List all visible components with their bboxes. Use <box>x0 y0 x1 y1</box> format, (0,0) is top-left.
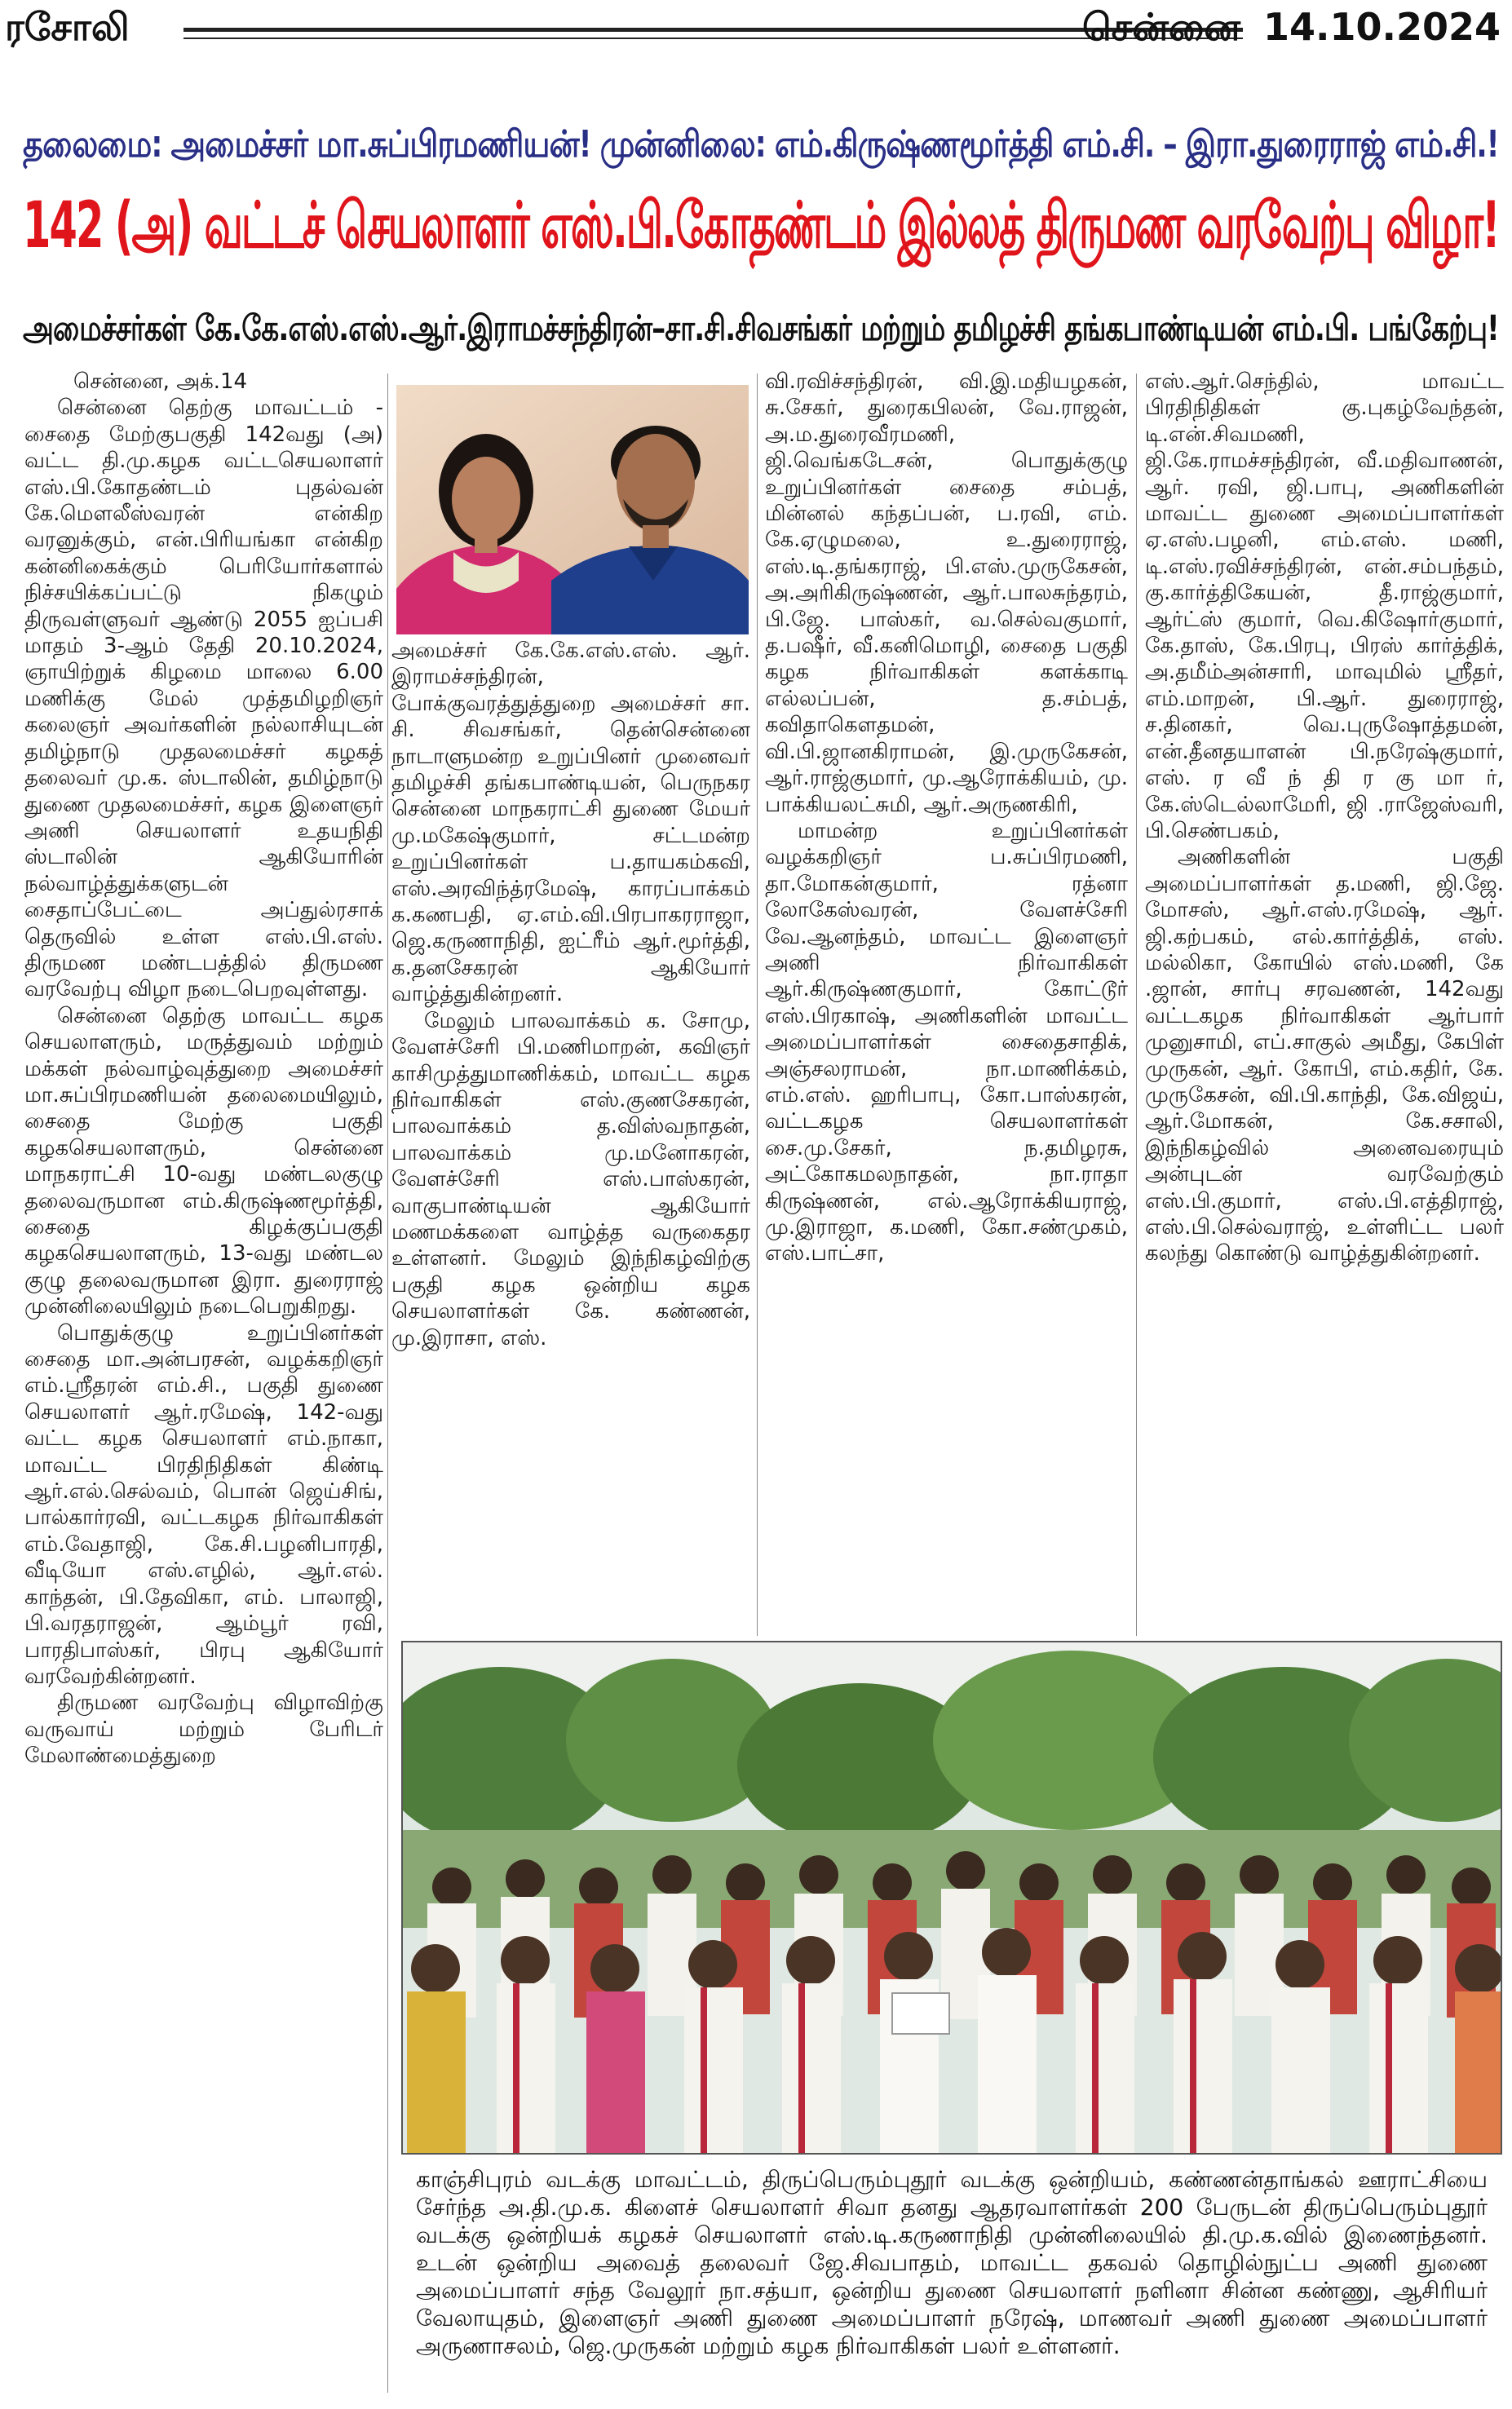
masthead-dateline <box>1082 5 1501 55</box>
couple-photo <box>396 385 749 634</box>
photo-caption: காஞ்சிபுரம் வடக்கு மாவட்டம், திருப்பெரும்புதூர் வடக்கு ஒன்றியம், கண்ணன்தாங்கல் ஊராட்சியை சேர்ந்த அ.தி.மு.க. கிளைச் செயலாளர் சிவா தனது ஆதரவாளர்கள் 200 பேருடன் திருப்பெரும்புதூர் வடக்கு ஒன்றியக் கழகச் செயலாளர் எஸ்.டி.கருணாநிதி முன்னிலையில் தி.மு.க.வில் இணைந்தனர். உடன் ஒன்றிய அவைத் தலைவர் ஜே.சிவபாதம், மாவட்ட தகவல் தொழில்நுட்ப அணி துணை அமைப்பாளர் சந்த வேலூர் நா.சத்யா, ஒன்றிய துணை செயலாளர் நளினா சின்ன கண்ணு, ஆசிரியர் வேலாயுதம், இளைஞர் அணி துணை அமைப்பாளர் நரேஷ், மாணவர் அணி துணை அமைப்பாளர் அருணாசலம், ஜெ.முருகன் மற்றும் கழக நிர்வாகிகள் பலர் உள்ளனர். <box>416 2166 1488 2359</box>
group-photo <box>401 1641 1502 2155</box>
column-divider <box>1136 374 1137 1636</box>
masthead <box>0 0 1512 67</box>
article-paragraph: சென்னை தெற்கு மாவட்ட கழக செயலாளரும், மருத்துவம் மற்றும் மக்கள் நல்வாழ்வுத்துறை அமைச்சர் மா.சுப்பிரமணியன் தலைமையிலும், சைதை மேற்கு பகுதி கழகசெயலாளரும், சென்னை மாநகராட்சி 10-வது மண்டலகுழு தலைவருமான எம்.கிருஷ்ணமூர்த்தி, சைதை கிழக்குப்பகுதி கழகசெயலாளரும், 13-வது மண்டல குழு தலைவருமான இரா. துரைராஜ் முன்னிலையிலும் நடைபெறுகிறது. <box>24 1003 383 1319</box>
article-paragraph: மாமன்ற உறுப்பினர்கள் வழக்கறிஞர் ப.சுப்பிரமணி, தா.மோகன்குமார், ரத்னா லோகேஸ்வரன், வேளச்சேரி வே.ஆனந்தம், மாவட்ட இளைஞர் அணி நிர்வாகிகள் ஆர்.கிருஷ்ணகுமார், கோட்டூர் எஸ்.பிரகாஷ், அணிகளின் மாவட்ட அமைப்பாளர்கள் சைதைசாதிக், அஞ்சலராமன், நா.மாணிக்கம், எம்.எஸ். ஹரிபாபு, கோ.பாஸ்கரன், வட்டகழக செயலாளர்கள் சை.மு.சேகர், ந.தமிழரசு, அட்கோகமலநாதன், நா.ராதா கிருஷ்ணன், எல்.ஆரோக்கியராஜ், மு.இராஜா, க.மணி, கோ.சண்முகம், எஸ்.பாட்சா, <box>765 818 1128 1266</box>
article-paragraph: வி.ரவிச்சந்திரன், வி.இ.மதியழகன், சு.சேகர், துரைகபிலன், வே.ராஜன், அ.ம.துரைவீரமணி, ஜி.வெங்கடேசன், பொதுக்குழு உறுப்பினர்கள் சைதை சம்பத், மின்னல் கந்தப்பன், ப.ரவி, எம். கே.ஏழுமலை, உ.துரைராஜ், எஸ்.டி.தங்கராஜ், பி.எஸ்.முருகேசன், அ.அரிகிருஷ்ணன், ஆர்.பாலசுந்தரம், பி.ஜே. பாஸ்கர், வ.செல்வகுமார், த.பஷீர், வீ.கனிமொழி, சைதை பகுதி கழக நிர்வாகிகள் களக்காடி எல்லப்பன், த.சம்பத், கவிதாகௌதமன், வி.பி.ஜானகிராமன், இ.முருகேசன், ஆர்.ராஜ்குமார், மு.ஆரோக்கியம், மு. பாக்கியலட்சுமி, ஆர்.அருணகிரி, <box>765 369 1128 817</box>
column-divider <box>387 374 388 2393</box>
masthead-date: 14.10.2024 <box>1262 5 1501 49</box>
article-paragraph: சென்னை தெற்கு மாவட்டம் - சைதை மேற்குபகுதி 142வது (அ) வட்ட தி.மு.கழக வட்டசெயலாளர் எஸ்.பி.கோதண்டம் புதல்வன் கே.மௌலீஸ்வரன் என்கிற வரனுக்கும், என்.பிரியங்கா என்கிற கன்னிகைக்கும் பெரியோர்களால் நிச்சயிக்கப்பட்டு நிகழும் திருவள்ளுவர் ஆண்டு 2055 ஐப்பசி மாதம் 3-ஆம் தேதி 20.10.2024, ஞாயிற்றுக் கிழமை மாலை 6.00 மணிக்கு மேல் முத்தமிழறிஞர் கலைஞர் அவர்களின் நல்லாசியுடன் தமிழ்நாடு முதலமைச்சர் கழகத் தலைவர் மு.க. ஸ்டாலின், தமிழ்நாடு துணை முதலமைச்சர், கழக இளைஞர் அணி செயலாளர் உதயநிதி ஸ்டாலின் ஆகியோரின் நல்வாழ்த்துக்களுடன் சைதாப்பேட்டை அப்துல்ரசாக் தெருவில் உள்ள எஸ்.பி.எஸ். திருமண மண்டபத்தில் திருமண வரவேற்பு விழா நடைபெறவுள்ளது. <box>24 396 383 1002</box>
couple-photo-image <box>396 385 749 634</box>
article-column-2 <box>391 638 750 1634</box>
column-divider <box>757 374 758 1636</box>
article-paragraph: பொதுக்குழு உறுப்பினர்கள் சைதை மா.அன்பரசன், வழக்கறிஞர் எம்.ஸ்ரீதரன் எம்.சி., பகுதி துணை செயலாளர் ஆர்.ரமேஷ், 142-வது வட்ட கழக செயலாளர் எம்.நாகா, மாவட்ட பிரதிநிதிகள் கிண்டி ஆர்.எல்.செல்வம், பொன் ஜெய்சிங், பால்கார்ரவி, வட்டகழக நிர்வாகிகள் எம்.வேதாஜி, கே.சி.பழனிபாரதி, வீடியோ எஸ்.எழில், ஆர்.எல். காந்தன், பி.தேவிகா, எம். பாலாஜி, பி.வரதராஜன், ஆம்பூர் ரவி, பாரதிபாஸ்கர், பிரபு ஆகியோர் வரவேற்கின்றனர். <box>24 1320 383 1689</box>
group-photo-image <box>403 1642 1501 2153</box>
article-paragraph: மேலும் பாலவாக்கம் க. சோமு, வேளச்சேரி பி.மணிமாறன், கவிஞர் காசிமுத்துமாணிக்கம், மாவட்ட கழக நிர்வாகிகள் எஸ்.குணசேகரன், பாலவாக்கம் த.விஸ்வநாதன், பாலவாக்கம் மு.மனோகரன், வேளச்சேரி எஸ்.பாஸ்கரன், வாகுபாண்டியன் ஆகியோர் மணமக்களை வாழ்த்த வருகைதர உள்ளனர். மேலும் இந்நிகழ்விற்கு பகுதி கழக ஒன்றிய கழக செயலாளர்கள் கே. கண்ணன், மு.இராசா, எஸ். <box>391 1008 750 1350</box>
main-headline: 142 (அ) வட்டச் செயலாளர் எஸ்.பி.கோதண்டம் இல்லத் திருமண வரவேற்பு விழா! <box>23 189 1499 263</box>
article-paragraph: திருமண வரவேற்பு விழாவிற்கு வருவாய் மற்றும் பேரிடர் மேலாண்மைத்துறை <box>24 1691 383 1769</box>
article-dateline: சென்னை, அக்.14 <box>73 369 248 394</box>
article-paragraph: அமைச்சர் கே.கே.எஸ்.எஸ். ஆர். இராமச்சந்திரன், போக்குவரத்துத்துறை அமைச்சர் சா. சி. சிவசங்கர், தென்சென்னை நாடாளுமன்ற உறுப்பினர் முனைவர் தமிழச்சி தங்கபாண்டியன், பெருநகர சென்னை மாநகராட்சி துணை மேயர் மு.மகேஷ்குமார், சட்டமன்ற உறுப்பினர்கள் ப.தாயகம்கவி, எஸ்.அரவிந்த்ரமேஷ், காரப்பாக்கம் க.கணபதி, ஏ.எம்.வி.பிரபாகரராஜா, ஜெ.கருணாநிதி, ஐட்ரீம் ஆர்.மூர்த்தி, க.தனசேகரன் ஆகியோர் வாழ்த்துகின்றனர். <box>391 639 750 1007</box>
article-column-1 <box>24 369 383 2391</box>
newspaper-name: ரசோலி <box>5 5 130 49</box>
sub-headline: அமைச்சர்கள் கே.கே.எஸ்.எஸ்.ஆர்.இராமச்சந்திரன்–சா.சி.சிவசங்கர் மற்றும் தமிழச்சி தங்கபாண்டியன் எம்.பி. பங்கேற்பு! <box>23 308 1499 349</box>
article-column-3 <box>765 369 1128 1634</box>
article-paragraph: அணிகளின் பகுதி அமைப்பாளர்கள் த.மணி, ஜி.ஜே. மோசஸ், ஆர்.எஸ்.ரமேஷ், ஆர். ஜி.கற்பகம், எல்.கார்த்திக், எஸ். மல்லிகா, கோயில் எஸ்.மணி, கே .ஜான், சார்பு சரவணன், 142வது வட்டகழக நிர்வாகிகள் ஆர்பார் முனுசாமி, எப்.சாகுல் அமீது, கேபிள் முருகன், ஆர். கோபி, எம்.கதிர், கே. முருகேசன், வி.பி.காந்தி, கே.விஜய், ஆர்.மோகன், கே.சசாலி, இந்நிகழ்வில் அனைவரையும் அன்புடன் வரவேற்கும் எஸ்.பி.குமார், எஸ்.பி.எத்திராஜ், எஸ்.பி.செல்வராஜ், உள்ளிட்ட பலர் கலந்து கொண்டு வாழ்த்துகின்றனர். <box>1145 845 1504 1266</box>
masthead-city: சென்னை <box>1081 5 1240 49</box>
article-paragraph: எஸ்.ஆர்.செந்தில், மாவட்ட பிரதிநிதிகள் கு.புகழ்வேந்தன், டி.என்.சிவமணி, ஜி.கே.ராமச்சந்திரன், வீ.மதிவாணன், ஆர். ரவி, ஜி.பாபு, அணிகளின் மாவட்ட துணை அமைப்பாளர்கள் ஏ.எஸ்.பழனி, எம்.எஸ். மணி, டி.எஸ்.ரவிச்சந்திரன், என்.சம்பந்தம், கு.கார்த்திகேயன், தீ.ராஜ்குமார், ஆர்ட்ஸ் குமார், வெ.கிஷோர்குமார், கே.தாஸ், கே.பிரபு, பிரஸ் கார்த்திக், அ.தமீம்அன்சாரி, மாவுமில் ஸ்ரீதர், எம்.மாறன், பி.ஆர். துரைராஜ், ச.தினகர், வெ.புருஷோத்தமன், என்.தீனதயாளன் பி.நரேஷ்குமார், எஸ். ர வீ ந் தி ர கு மா ர், கே.ஸ்டெல்லாமேரி, ஜி .ராஜேஸ்வரி, பி.செண்பகம், <box>1145 369 1504 843</box>
article-column-4 <box>1145 369 1504 1634</box>
lead-headline: தலைமை: அமைச்சர் மா.சுப்பிரமணியன்! முன்னிலை: எம்.கிருஷ்ணமூர்த்தி எம்.சி. – இரா.துரைராஜ் எம்.சி.! <box>23 122 1499 166</box>
